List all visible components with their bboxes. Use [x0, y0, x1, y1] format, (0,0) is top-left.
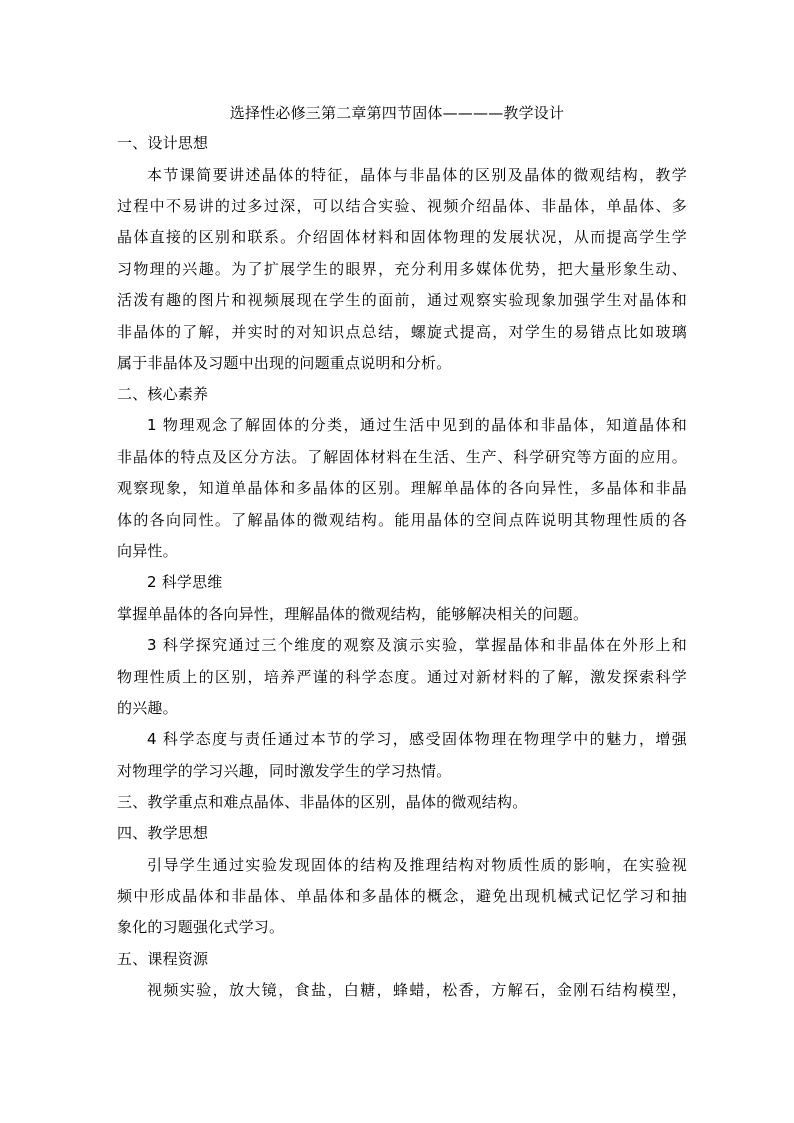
paragraph-line: 引导学生通过实验发现固体的结构及推理结构对物质性质的影响，在实验视 — [147, 856, 687, 874]
paragraph-line: 3 科学探究通过三个维度的观察及演示实验，掌握晶体和非晶体在外形上和 — [147, 636, 687, 654]
paragraph-line: 非晶体的特点及区分方法。了解固体材料在生活、生产、科学研究等方面的应用。 — [117, 448, 687, 466]
section-heading-teaching-idea: 四、教学思想 — [117, 824, 209, 842]
paragraph-line: 对物理学的学习兴趣，同时激发学生的学习热情。 — [117, 762, 452, 780]
paragraph-line: 观察现象，知道单晶体和多晶体的区别。理解单晶体的各向异性，多晶体和非晶 — [117, 479, 687, 497]
paragraph-line: 活泼有趣的图片和视频展现在学生的面前，通过观察实验现象加强学生对晶体和 — [117, 291, 687, 309]
paragraph-line: 4 科学态度与责任通过本节的学习，感受固体物理在物理学中的魅力，增强 — [147, 730, 687, 748]
subheading-scientific-thinking: 2 科学思维 — [147, 573, 223, 591]
paragraph-line: 的兴趣。 — [117, 699, 178, 717]
paragraph-line: 象化的习题强化式学习。 — [117, 918, 285, 936]
section-heading-design-idea: 一、设计思想 — [117, 134, 209, 152]
paragraph-line: 物理性质上的区别，培养严谨的科学态度。通过对新材料的了解，激发探索科学 — [117, 668, 687, 686]
paragraph-line: 本节课简要讲述晶体的特征，晶体与非晶体的区别及晶体的微观结构，教学 — [147, 166, 687, 184]
paragraph-line: 频中形成晶体和非晶体、单晶体和多晶体的概念，避免出现机械式记忆学习和抽 — [117, 887, 687, 905]
paragraph-line: 习物理的兴趣。为了扩展学生的眼界，充分利用多媒体优势，把大量形象生动、 — [117, 260, 687, 278]
paragraph-line: 非晶体的了解，并实时的对知识点总结，螺旋式提高，对学生的易错点比如玻璃 — [117, 323, 687, 341]
document-title: 选择性必修三第二章第四节固体————教学设计 — [229, 104, 565, 122]
paragraph-line: 向异性。 — [117, 542, 178, 560]
paragraph-line: 属于非晶体及习题中出现的问题重点说明和分析。 — [117, 354, 452, 372]
paragraph-line: 掌握单晶体的各向异性，理解晶体的微观结构，能够解决相关的问题。 — [117, 605, 589, 623]
section-heading-key-points: 三、教学重点和难点晶体、非晶体的区别，晶体的微观结构。 — [117, 793, 528, 811]
section-heading-course-resources: 五、课程资源 — [117, 950, 209, 968]
paragraph-line: 晶体直接的区别和联系。介绍固体材料和固体物理的发展状况，从而提高学生学 — [117, 228, 687, 246]
paragraph-line: 体的各向同性。了解晶体的微观结构。能用晶体的空间点阵说明其物理性质的各 — [117, 511, 687, 529]
paragraph-line: 视频实验，放大镜，食盐，白糖，蜂蜡，松香，方解石，金刚石结构模型， — [147, 981, 687, 999]
section-heading-core-literacy: 二、核心素养 — [117, 385, 209, 403]
paragraph-line: 过程中不易讲的过多过深，可以结合实验、视频介绍晶体、非晶体，单晶体、多 — [117, 197, 687, 215]
paragraph-line: 1 物理观念了解固体的分类，通过生活中见到的晶体和非晶体，知道晶体和 — [147, 416, 687, 434]
